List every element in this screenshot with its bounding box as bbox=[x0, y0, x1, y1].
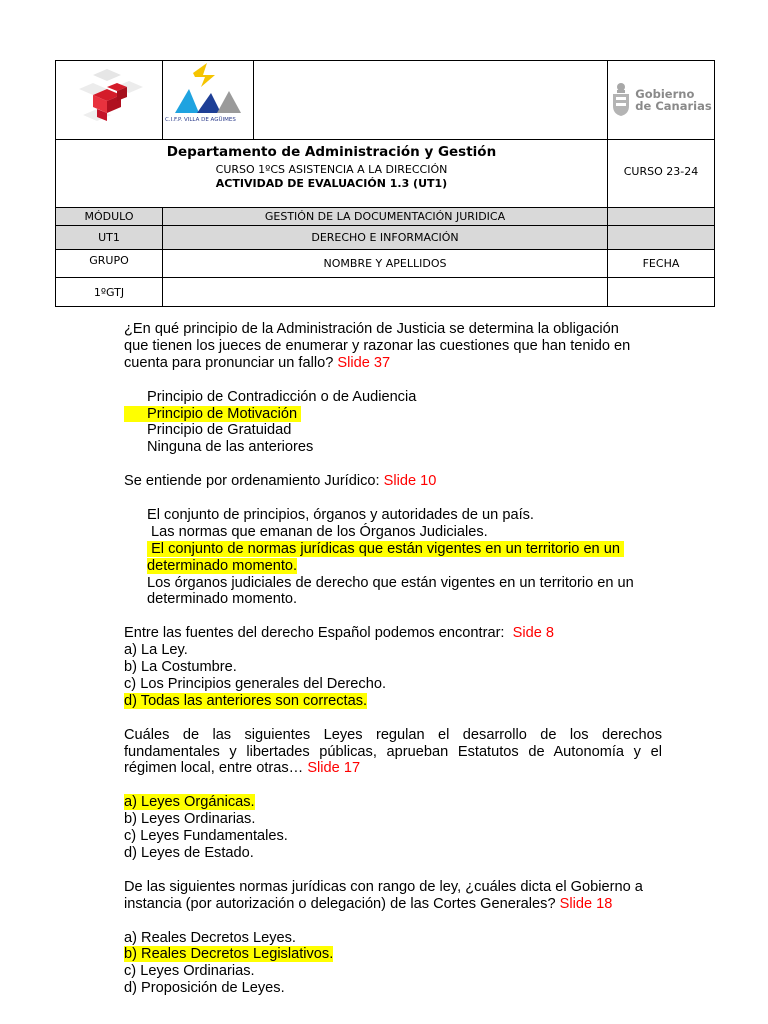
question-3: Entre las fuentes del derecho Español podemos encontrar: Side 8 bbox=[124, 625, 554, 642]
question-4: Cuáles de las siguientes Leyes regulan el desarrollo de los derechos fundamentales y libertades públicas, aprueban Estatutos de Autonomía y el régimen local, entre otras… Slide 17 bbox=[124, 726, 662, 777]
option: a) Reales Decretos Leyes. bbox=[124, 929, 296, 946]
modulo-label: MÓDULO bbox=[56, 208, 163, 226]
option: d) Proposición de Leyes. bbox=[124, 980, 285, 997]
question-1-line-2: que tienen los jueces de enumerar y razonar las cuestiones que han tenido en bbox=[124, 337, 631, 354]
question-1-line-3: cuenta para pronunciar un fallo? bbox=[124, 354, 334, 371]
option: Ninguna de las anteriores bbox=[147, 439, 314, 456]
date-field-label: FECHA bbox=[608, 250, 715, 278]
slide-ref: Slide 37 bbox=[337, 354, 391, 371]
gov-logo-line2: de Canarias bbox=[635, 99, 712, 113]
question-2: Se entiende por ordenamiento Jurídico: Slide 10 bbox=[124, 473, 437, 490]
option-correct: El conjunto de normas jurídicas que están vigentes en un territorio en un determinado momento. bbox=[147, 540, 625, 574]
quiz-content bbox=[124, 321, 662, 997]
option: c) Leyes Fundamentales. bbox=[124, 828, 288, 845]
slide-ref: Slide 18 bbox=[559, 895, 613, 912]
option: Principio de Gratuidad bbox=[147, 422, 292, 439]
question-2-options bbox=[124, 507, 662, 608]
department-title: Departamento de Administración y Gestión bbox=[166, 144, 497, 160]
grupo-label: GRUPO bbox=[56, 250, 163, 278]
question-1-line-1: ¿En qué principio de la Administración de Justicia se determina la obligación bbox=[124, 321, 619, 337]
slide-ref: Slide 10 bbox=[383, 473, 437, 490]
option: c) Leyes Ordinarias. bbox=[124, 963, 255, 980]
option: Principio de Contradicción o de Audiencia bbox=[147, 388, 417, 405]
option-correct: a) Leyes Orgánicas. bbox=[124, 794, 255, 811]
option: d) Leyes de Estado. bbox=[124, 845, 254, 861]
course-year: CURSO 23-24 bbox=[608, 140, 715, 208]
question-1-options bbox=[124, 389, 662, 457]
name-field-label: NOMBRE Y APELLIDOS bbox=[163, 250, 608, 278]
question-5: De las siguientes normas jurídicas con rango de ley, ¿cuáles dicta el Gobierno a instancia (por autorización o delegación) de las Cortes Generales? Slide 18 bbox=[124, 878, 643, 912]
gov-logo-line1: Gobierno bbox=[635, 87, 695, 101]
slide-ref: Slide 17 bbox=[307, 760, 361, 777]
brand-logo-icon bbox=[73, 69, 145, 127]
option: b) Leyes Ordinarias. bbox=[124, 811, 256, 828]
slide-ref: Side 8 bbox=[512, 625, 554, 642]
ut-blank bbox=[608, 226, 715, 250]
ut-value: DERECHO E INFORMACIÓN bbox=[163, 226, 608, 250]
header-table bbox=[55, 60, 715, 307]
modulo-blank bbox=[608, 208, 715, 226]
question-1 bbox=[124, 321, 662, 372]
group-code: 1ºGTJ bbox=[56, 278, 163, 307]
option: a) La Ley. bbox=[124, 642, 188, 659]
option: b) La Costumbre. bbox=[124, 659, 237, 676]
option-correct: b) Reales Decretos Legislativos. bbox=[124, 946, 334, 963]
activity-line: ACTIVIDAD DE EVALUACIÓN 1.3 (UT1) bbox=[215, 177, 448, 190]
coat-of-arms-icon bbox=[610, 82, 632, 118]
option-correct: d) Todas las anteriores son correctas. bbox=[124, 692, 368, 709]
option: c) Los Principios generales del Derecho. bbox=[124, 675, 387, 692]
gov-logo-cell bbox=[608, 61, 715, 140]
title-cell bbox=[56, 140, 608, 208]
option: Las normas que emanan de los Órganos Judiciales. bbox=[147, 523, 488, 540]
ut-label: UT1 bbox=[56, 226, 163, 250]
school-logo-caption: C.I.F.P. VILLA DE AGÜIMES bbox=[165, 117, 236, 123]
course-line: CURSO 1ºCS ASISTENCIA A LA DIRECCIÓN bbox=[215, 163, 448, 176]
school-logo-cell bbox=[163, 61, 254, 140]
date-field bbox=[608, 278, 715, 307]
modulo-value: GESTIÓN DE LA DOCUMENTACIÓN JURIDICA bbox=[163, 208, 608, 226]
option: Los órganos judiciales de derecho que están vigentes en un territorio en un determinado momento. bbox=[147, 574, 634, 608]
option-correct: Principio de Motivación bbox=[124, 406, 662, 423]
brand-logo-cell bbox=[56, 61, 163, 140]
name-field bbox=[163, 278, 608, 307]
option: El conjunto de principios, órganos y autoridades de un país. bbox=[147, 506, 534, 523]
